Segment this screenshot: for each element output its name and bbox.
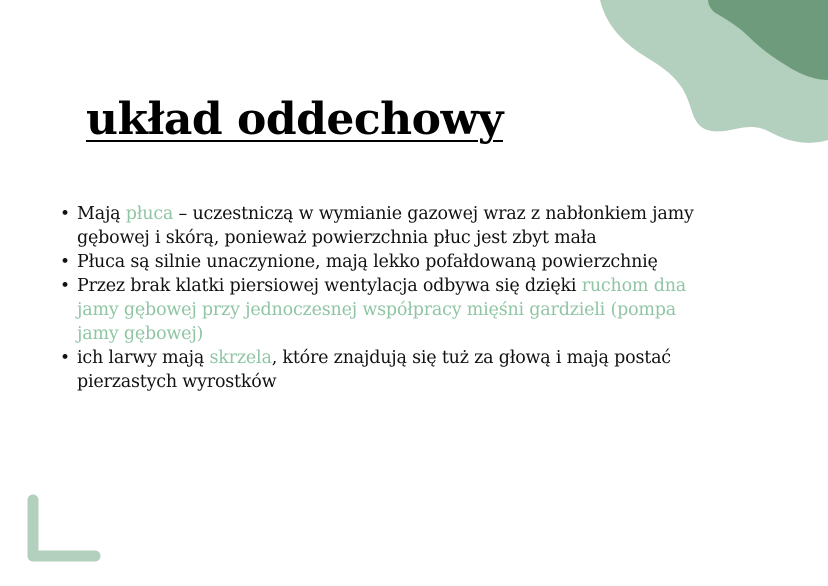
bullet-highlight: skrzela [209,348,272,368]
corner-bracket-shape [33,500,95,556]
bullet-dot: • [60,252,70,272]
slide-title: układ oddechowy [86,94,503,145]
bullet-text: Mają [77,204,126,224]
bullet-highlight: płuca [125,204,174,224]
bullet-dot: • [60,348,70,368]
bullet-text: Płuca są silnie unaczynione, mają lekko pofałdowaną powierzchnię [77,252,658,272]
bullet-text: ich larwy mają [77,348,210,368]
bullet-dot: • [60,204,70,224]
bullet-dot: • [60,276,70,296]
bullet-text: , które znajdują się tuż za głową i mają postać pierzastych wyrostków [77,348,671,392]
bullet-highlight: ruchom dna jamy gębowej przy jednoczesnej współpracy mięśni gardzieli (pompa jamy gębowej) [77,276,686,344]
bullet-text: Przez brak klatki piersiowej wentylacja odbywa się dzięki [77,276,582,296]
bullet-text: – uczestniczą w wymianie gazowej wraz z nabłonkiem jamy gębowej i skórą, ponieważ powierzchnia płuc jest zbyt mała [77,204,694,248]
